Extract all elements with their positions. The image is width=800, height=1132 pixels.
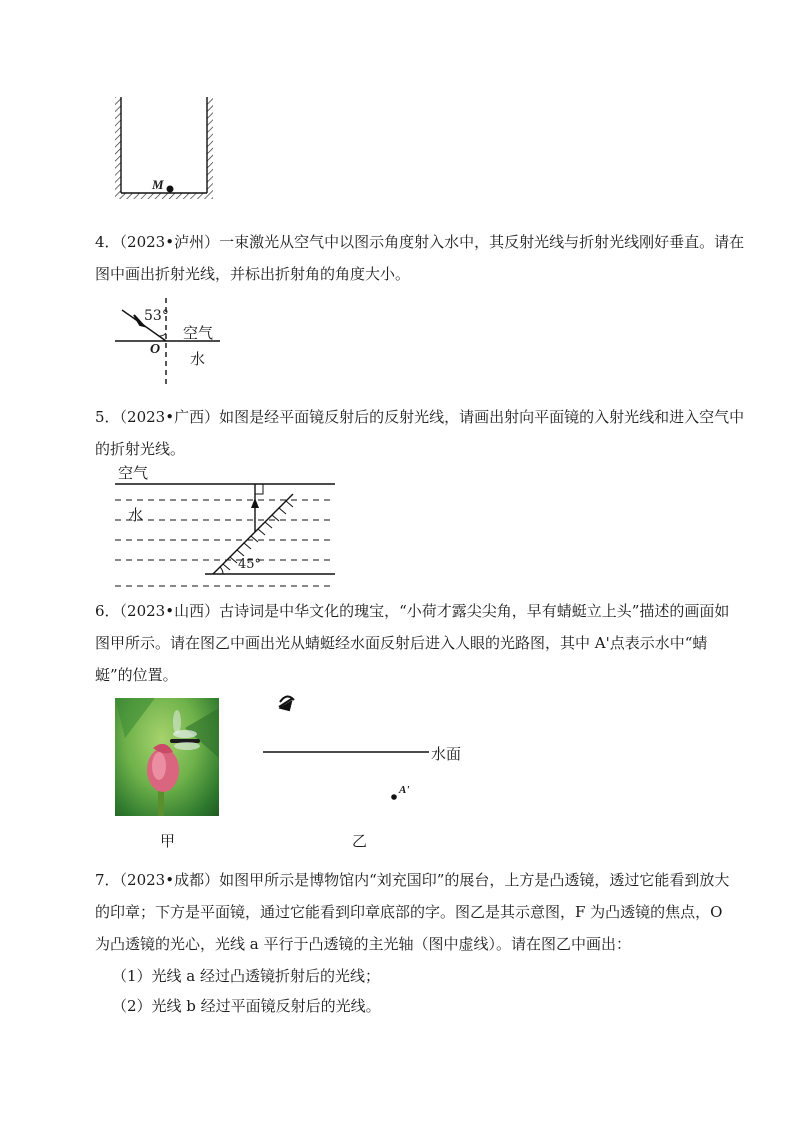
q7-line1: 7．（2023•成都）如图甲所示是博物馆内“刘充国印”的展台，上方是凸透镜，透过它能看到放大 (95, 871, 730, 889)
q4-line1: 4．（2023•泸州）一束激光从空气中以图示角度射入水中，其反射光线与折射光线刚好垂直。请在 (95, 233, 745, 251)
fig-yi-label: 乙 (352, 832, 368, 850)
q4-figure (110, 298, 240, 390)
q7-line2: 的印章；下方是平面镜，通过它能看到印章底部的字。图乙是其示意图，F 为凸透镜的焦点，O (95, 903, 723, 921)
lotus-dragonfly-photo (115, 698, 219, 816)
q5-figure (110, 462, 340, 592)
q6-diagram (255, 688, 475, 808)
q7-line3: 为凸透镜的光心，光线 a 平行于凸透镜的主光轴（图中虚线）。请在图乙中画出： (95, 935, 631, 953)
lotus-dragonfly-drawing (115, 698, 219, 816)
container-figure (110, 95, 220, 205)
q4-point-o: O (150, 342, 161, 357)
q4-air-label: 空气 (183, 324, 214, 342)
q4-angle-label: 53° (144, 308, 169, 324)
q5-line2: 的折射光线。 (95, 440, 186, 458)
q6-line3: 蜓”的位置。 (95, 666, 178, 684)
q4-water-label: 水 (190, 350, 206, 368)
q5-water-label: 水 (128, 506, 144, 524)
q5-air-label: 空气 (118, 464, 149, 482)
water-surface-label: 水面 (431, 745, 462, 763)
q4-drawing (110, 298, 240, 390)
q6-line1: 6．（2023•山西）古诗词是中华文化的瑰宝，“小荷才露尖尖角，早有蜻蜓立上头”描述的画面如 (95, 602, 730, 620)
q4-line2: 图中画出折射光线，并标出折射角的角度大小。 (95, 265, 411, 283)
fig-jia-label: 甲 (160, 832, 176, 850)
q5-angle-label: 45° (238, 557, 262, 572)
container-drawing (110, 95, 220, 205)
point-a-prime-label: A' (399, 784, 410, 796)
q6-line2: 图甲所示。请在图乙中画出光从蜻蜓经水面反射后进入人眼的光路图，其中 A'点表示水中“蜻 (95, 634, 708, 652)
q7-sub2: （2）光线 b 经过平面镜反射后的光线。 (112, 997, 381, 1015)
q5-line1: 5．（2023•广西）如图是经平面镜反射后的反射光线，请画出射向平面镜的入射光线和进入空气中 (95, 408, 745, 426)
point-m-label: M (152, 177, 164, 192)
q7-sub1: （1）光线 a 经过凸透镜折射后的光线； (112, 967, 381, 985)
